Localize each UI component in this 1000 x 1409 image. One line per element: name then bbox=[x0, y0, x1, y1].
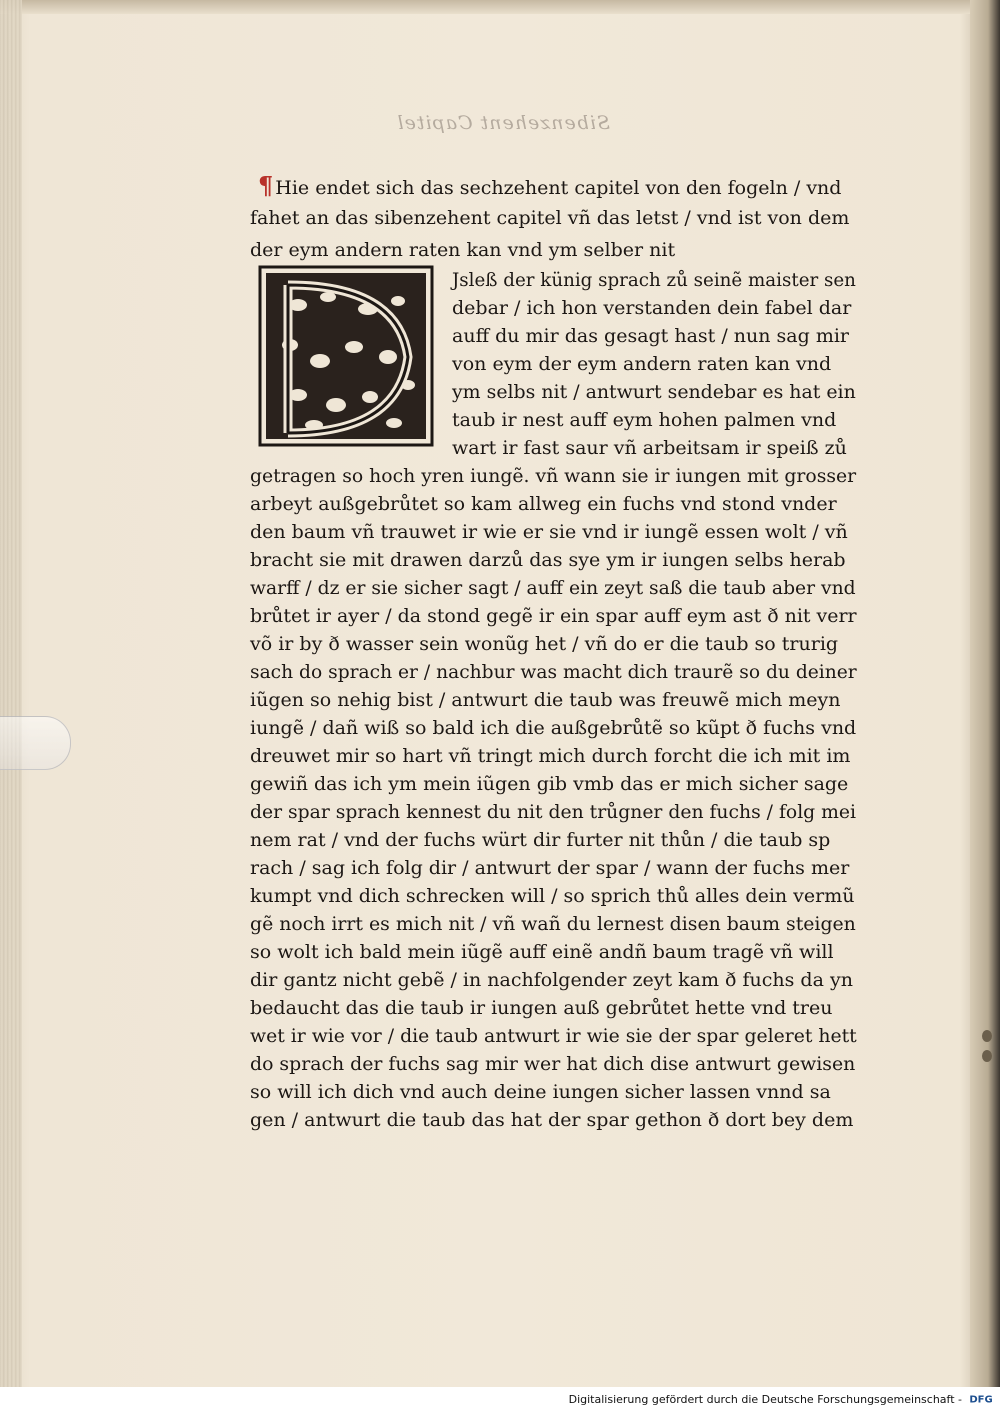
body-line: wet ir wie vor / die taub antwurt ir wie sie der spar geleret hett bbox=[250, 1025, 857, 1047]
body-line: wart ir fast saur vñ arbeitsam ir speiß zů bbox=[452, 437, 847, 459]
body-line: gen / antwurt die taub das hat der spar gethon ð dort bey dem bbox=[250, 1109, 854, 1131]
page-clip bbox=[0, 716, 71, 770]
binding-stitch bbox=[982, 1030, 992, 1042]
body-line: bedaucht das die taub ir iungen auß gebrůtet hette vnd treu bbox=[250, 997, 833, 1019]
body-line: warff / dz er sie sicher sagt / auff ein zeyt saß die taub aber vnd bbox=[250, 577, 856, 599]
body-line: iungẽ / dañ wiß so bald ich die außgebrůtẽ so kũpt ð fuchs vnd bbox=[250, 717, 857, 739]
show-through-running-head: Sibenzehent Capitel bbox=[396, 112, 610, 134]
heading-line-2: fahet an das sibenzehent capitel vñ das letst / vnd ist von dem bbox=[250, 207, 850, 229]
body-line: taub ir nest auff eym hohen palmen vnd bbox=[452, 409, 837, 431]
body-line: so will ich dich vnd auch deine iungen sicher lassen vnnd sa bbox=[250, 1081, 831, 1103]
body-line: arbeyt außgebrůtet so kam allweg ein fuchs vnd stond vnder bbox=[250, 493, 837, 515]
body-line: sach do sprach er / nachbur was macht dich traurẽ so du deiner bbox=[250, 661, 857, 683]
svg-text:DFG: DFG bbox=[969, 1394, 993, 1405]
body-line: kumpt vnd dich schrecken will / so sprich thů alles dein vermũ bbox=[250, 885, 855, 907]
binding-stitch bbox=[982, 1050, 992, 1062]
body-line: rach / sag ich folg dir / antwurt der spar / wann der fuchs mer bbox=[250, 857, 850, 879]
body-line: der spar sprach kennest du nit den trůgner den fuchs / folg mei bbox=[250, 801, 857, 823]
body-line: Jsleß der künig sprach zů seinẽ maister sen bbox=[452, 269, 856, 291]
body-line: so wolt ich bald mein iũgẽ auff einẽ andñ baum tragẽ vñ will bbox=[250, 941, 834, 963]
body-line: iũgen so nehig bist / antwurt die taub was freuwẽ mich meyn bbox=[250, 689, 841, 711]
body-line: do sprach der fuchs sag mir wer hat dich dise antwurt gewisen bbox=[250, 1053, 856, 1075]
funding-credit: Digitalisierung gefördert durch die Deutsche Forschungsgemeinschaft - bbox=[568, 1393, 962, 1406]
heading-line-1: ¶ Hie endet sich das sechzehent capitel von den fogeln / vnd bbox=[258, 171, 842, 200]
body-line: getragen so hoch yren iungẽ. vñ wann sie ir iungen mit grosser bbox=[250, 465, 857, 487]
body-line: auff du mir das gesagt hast / nun sag mir bbox=[452, 325, 849, 347]
body-line: nem rat / vnd der fuchs würt dir furter nit thůn / die taub sp bbox=[250, 829, 831, 851]
body-line: gewiñ das ich ym mein iũgen gib vmb das er mich sicher sage bbox=[250, 773, 849, 795]
body-line: von eym der eym andern raten kan vnd bbox=[452, 353, 832, 375]
page-stack-left bbox=[0, 0, 22, 1387]
rubric-mark: ¶ bbox=[258, 171, 274, 200]
body-line: võ ir by ð wasser sein wonũg het / vñ do er die taub so trurig bbox=[250, 633, 839, 655]
body-line: dir gantz nicht gebẽ / in nachfolgender zeyt kam ð fuchs da yn bbox=[250, 969, 853, 991]
body-line: bracht sie mit drawen darzů das sye ym ir iungen selbs herab bbox=[250, 549, 846, 571]
heading-line-3: der eym andern raten kan vnd ym selber nit bbox=[250, 239, 676, 261]
text-block bbox=[244, 168, 857, 1131]
body-line: brůtet ir ayer / da stond gegẽ ir ein spar auff eym ast ð nit verr bbox=[250, 605, 857, 627]
body-line: den baum vñ trauwet ir wie er sie vnd ir iungẽ essen wolt / vñ bbox=[250, 521, 848, 543]
binding-edge bbox=[970, 0, 1000, 1387]
body-line: debar / ich hon verstanden dein fabel dar bbox=[452, 297, 852, 319]
top-edge bbox=[0, 0, 1000, 14]
dfg-logo-icon bbox=[966, 1392, 996, 1405]
body-line: gẽ noch irrt es mich nit / vñ wañ du lernest disen baum steigen bbox=[250, 913, 856, 935]
body-line: dreuwet mir so hart vñ tringt mich durch forcht die ich mit im bbox=[250, 745, 851, 767]
body-line: ym selbs nit / antwurt sendebar es hat ein bbox=[452, 381, 856, 403]
